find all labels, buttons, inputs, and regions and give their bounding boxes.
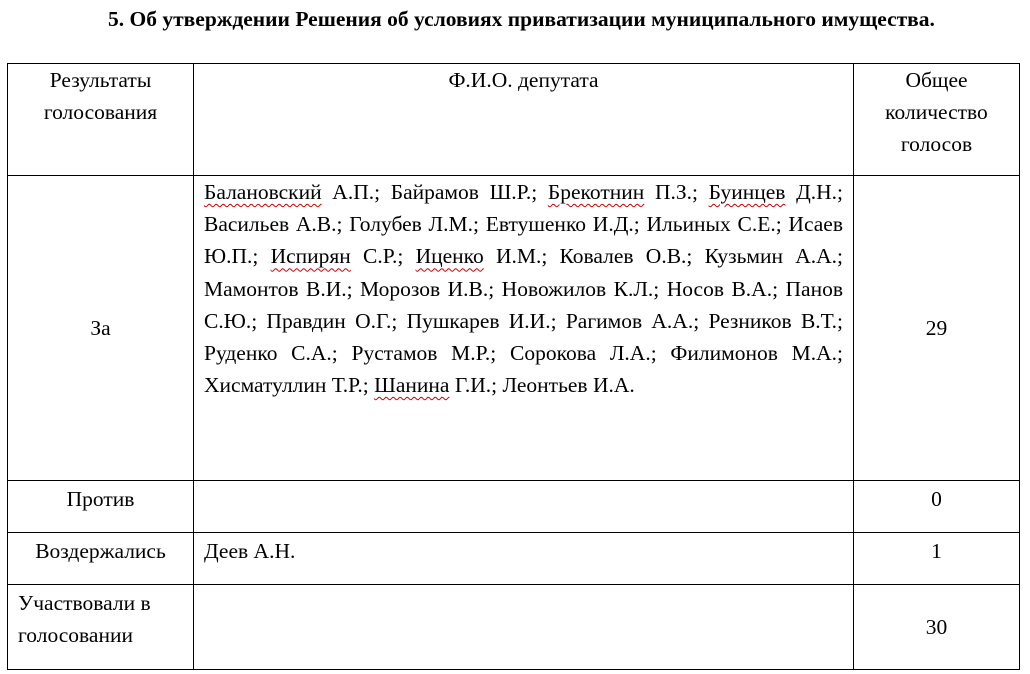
count-participated: 30 — [854, 585, 1020, 670]
table-row — [8, 176, 1020, 481]
names-text: И.М.; Ковалев О.В.; Кузьмин А.А.; Мамонтов В.И.; Морозов И.В.; Новожилов К.Л.; Носов В.А.; Панов С.Ю.; Правдин О.Г.; Пушкарев И.И.; Рагимов А.А.; Резников В.Т.; Руденко С.А.; Рустамов М.Р.; Сорокова Л.А.; Филимонов М.А.; Хисматуллин Т.Р.; — [204, 244, 843, 398]
count-for: 29 — [854, 176, 1020, 481]
result-abstained: Воздержались — [8, 533, 194, 585]
table-row — [8, 481, 1020, 533]
section-heading-text: 5. Об утверждении Решения об условиях приватизации муниципального имущества. — [108, 7, 935, 31]
flagged-name: Буинцев — [708, 180, 786, 204]
result-against: Против — [8, 481, 194, 533]
table-header-row — [8, 64, 1020, 176]
names-text: П.З.; — [644, 180, 709, 204]
names-text: Д.Н.; Васильев А.В.; Голубев Л.М.; Евтушенко И.Д.; Ильиных С.Е.; Исаев Ю.П.; — [204, 180, 843, 269]
section-heading — [34, 6, 1016, 33]
deputies-against — [194, 481, 854, 533]
deputies-for-cell — [194, 176, 854, 481]
names-text: А.П.; Байрамов Ш.Р.; — [321, 180, 548, 204]
flagged-name: Иценко — [415, 244, 484, 269]
voting-results-table — [7, 63, 1020, 670]
flagged-name: Шанина — [374, 373, 450, 398]
deputies-abstained: Деев А.Н. — [194, 533, 854, 585]
count-against: 0 — [854, 481, 1020, 533]
header-voting-results: Результаты голосования — [8, 64, 194, 176]
result-participated: Участвовали в голосовании — [8, 585, 194, 670]
flagged-name: Балановский — [204, 180, 322, 204]
names-text: С.Р.; — [350, 244, 416, 269]
header-total-votes: Общее количество голосов — [854, 64, 1020, 176]
header-deputy-name: Ф.И.О. депутата — [194, 64, 854, 176]
table-row — [8, 585, 1020, 670]
count-abstained: 1 — [854, 533, 1020, 585]
flagged-name: Испирян — [270, 244, 351, 269]
deputies-for-list — [204, 176, 843, 401]
result-for: За — [8, 176, 194, 481]
table-row — [8, 533, 1020, 585]
names-text: Г.И.; Леонтьев И.А. — [449, 373, 635, 398]
deputies-participated — [194, 585, 854, 670]
flagged-name: Брекотнин — [547, 180, 645, 204]
